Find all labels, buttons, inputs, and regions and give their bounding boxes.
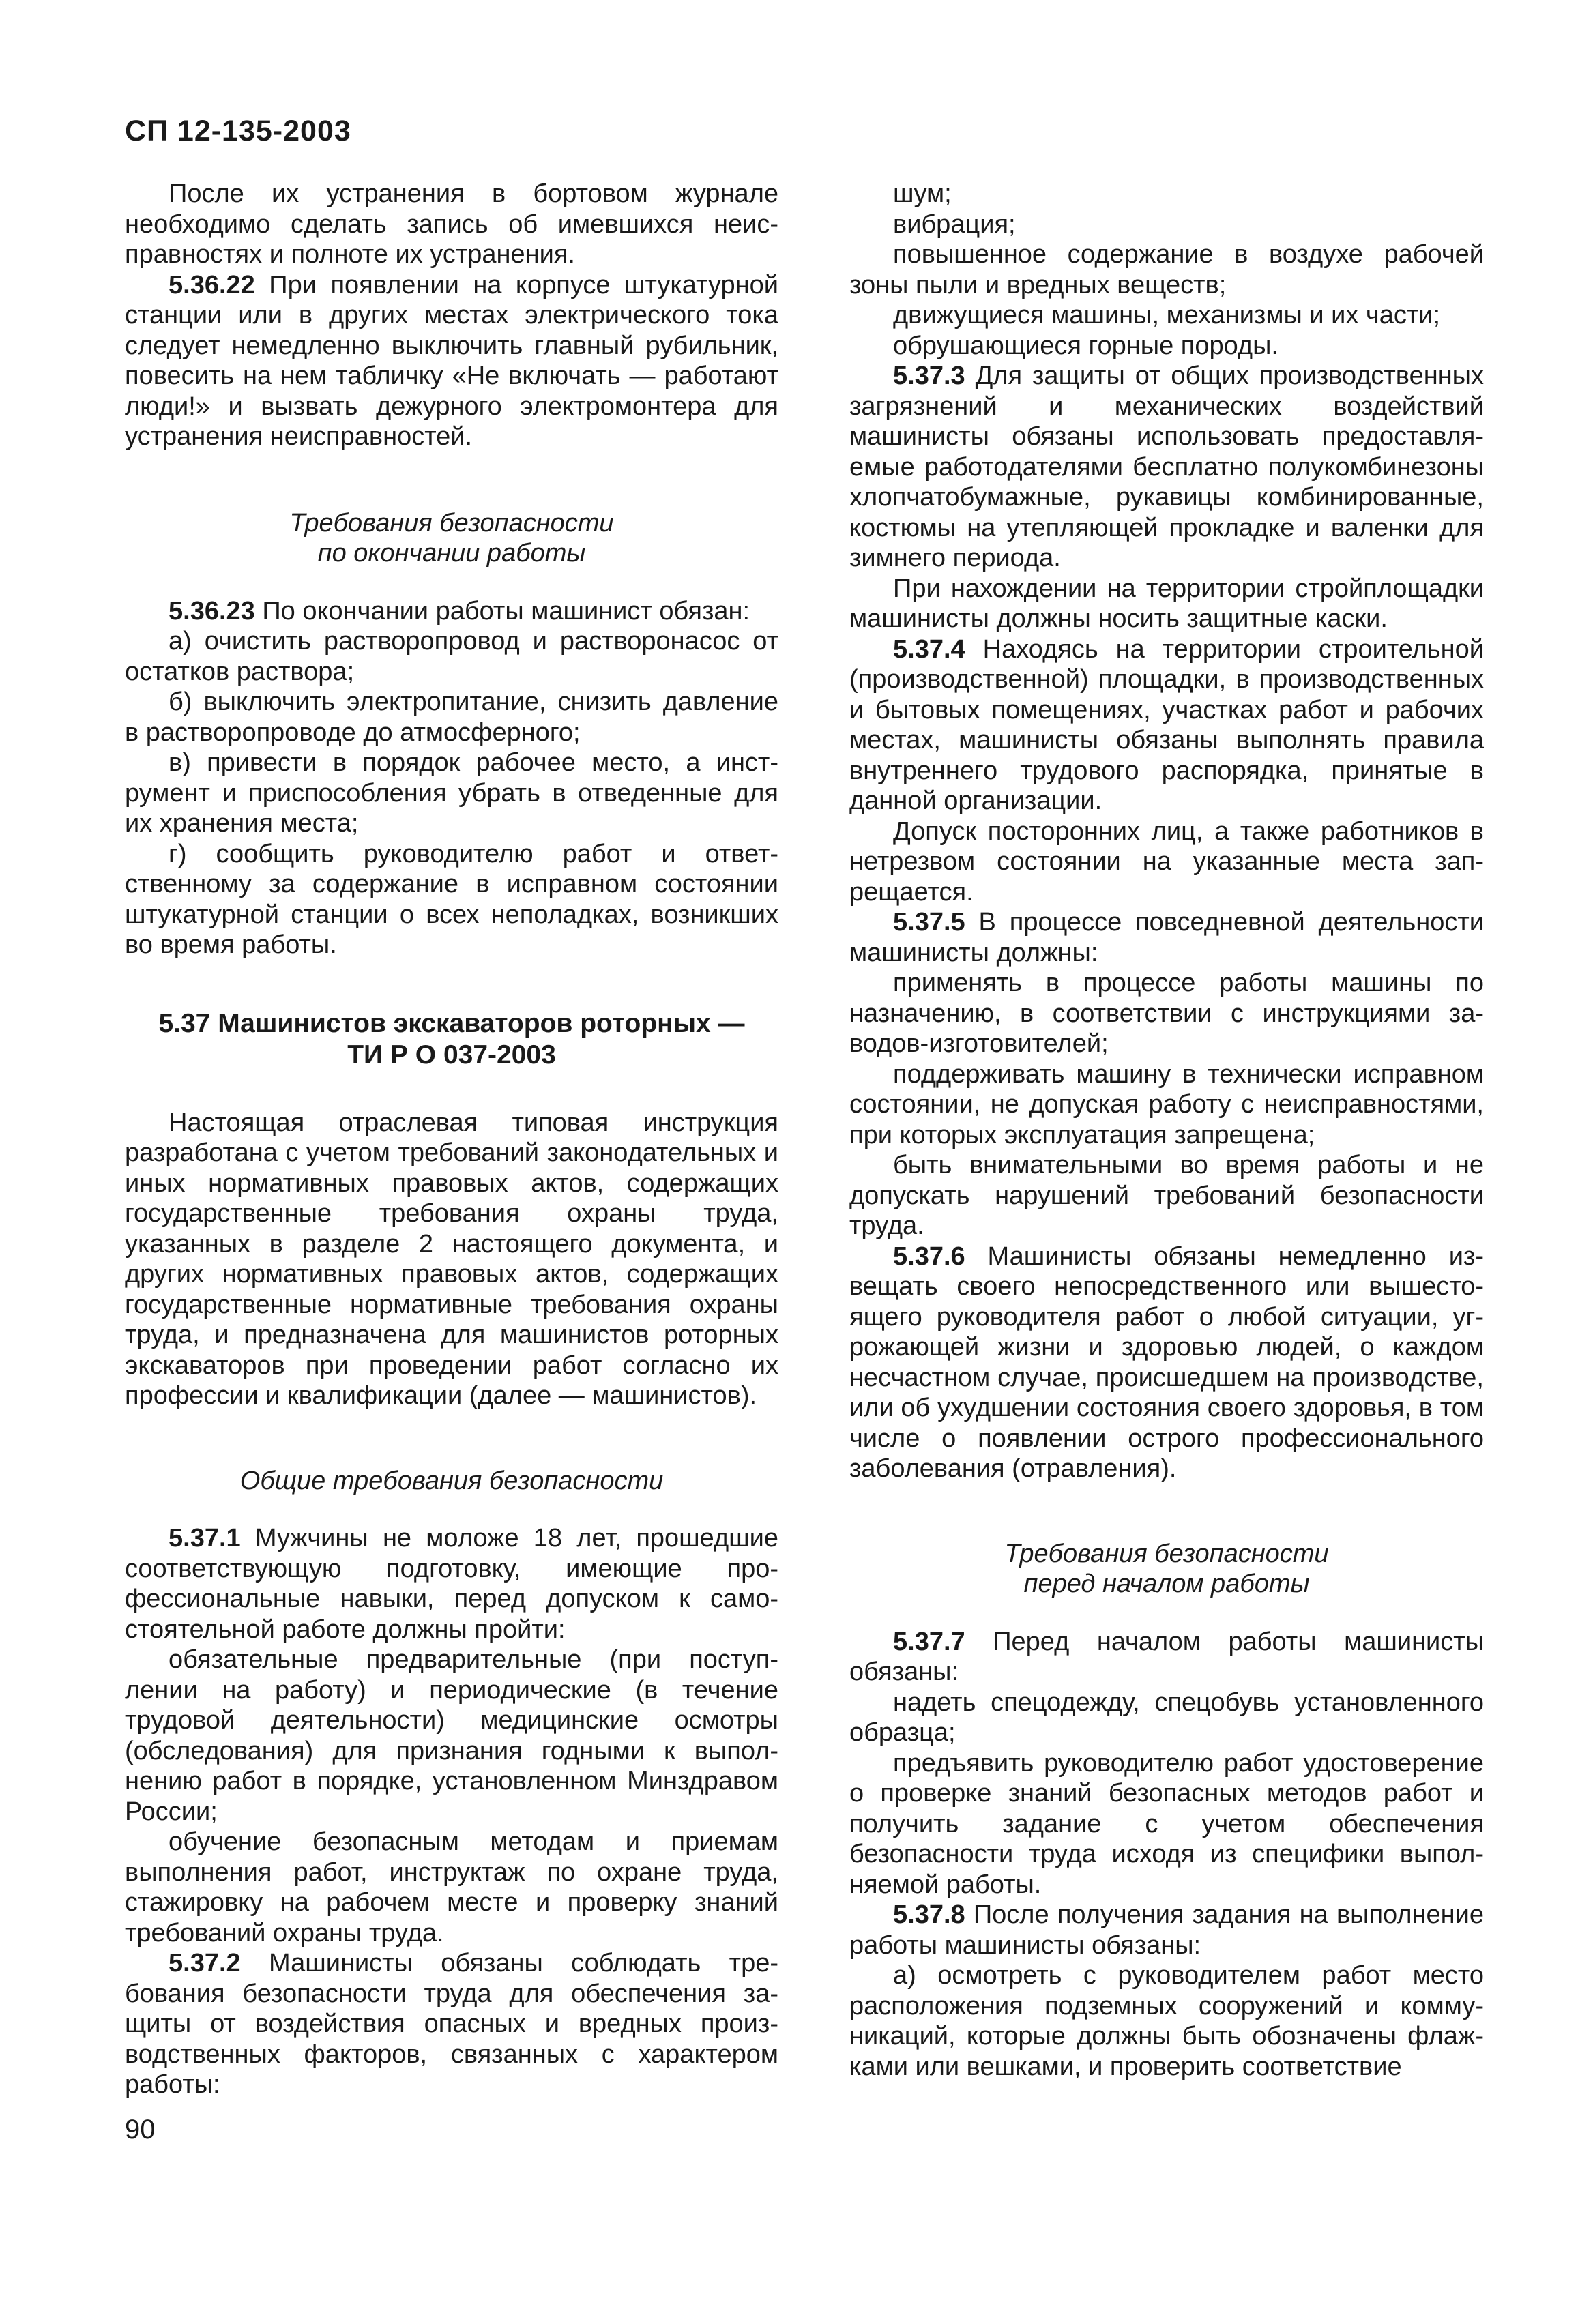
list-item: надеть спецодежду, спецобувь установленного образца; [849, 1688, 1484, 1747]
section-heading-line: ТИ Р О 037-2003 [347, 1040, 556, 1070]
subsection-heading: Общие требования безопасности [239, 1466, 664, 1495]
clause-text: Машинисты обязаны соблюдать требования безопасности труда для обеспечения защиты от воздействия опасных и вредных производственных факторов, связанных с характером работы: [125, 1949, 778, 2099]
list-item: в) привести в порядок рабочее место, а инструмент и приспособления убрать в отведенные для их хранения места; [125, 748, 778, 838]
subsection-heading [125, 508, 778, 569]
paragraph [125, 1948, 778, 2100]
list-item: движущиеся машины, механизмы и их части; [893, 301, 1441, 329]
list-item: г) сообщить руководителю работ и ответственному за содержание в исправном состоянии штукатурной станции о всех неполадках, возникших во время работы. [125, 839, 778, 959]
clause-text: Машинисты обязаны немедленно извещать своего непосредственного или вышестоящего руководителя работ о любой ситуации, угрожающей жизни и здоровью людей, о каждом несчастном случае, происшедшем на производстве, или об ухудшении состояния своего здоровья, в том числе о появлении острого профессионального заболевания (отравления). [849, 1241, 1484, 1483]
list-item: обязательные предварительные (при поступлении на работу) и периодические (в течение трудовой деятельности) медицинские осмотры (обследования) для признания годными к выполнению работ в порядке, установленном Минздравом России; [125, 1645, 778, 1826]
clause-text: При появлении на корпусе штукатурной станции или в других местах электрического тока следует немедленно выключить главный рубильник, повесить на нем табличку «Не включать — работают люди!» и вызвать дежурного электромонтера для устранения неисправностей. [125, 270, 778, 451]
right-column [849, 179, 1484, 2082]
clause-text: По окончании работы машинист обязан: [254, 596, 750, 626]
clause-number: 5.37.1 [169, 1524, 241, 1553]
list-item: б) выключить электропитание, снизить давление в растворопроводе до атмосферного; [125, 688, 778, 747]
list-item: применять в процессе работы машины по назначению, в соответствии с инструкциями заводов-изготовителей; [849, 969, 1484, 1058]
clause-text: Мужчины не моложе 18 лет, прошедшие соответствующую подготовку, имеющие профессиональные навыки, перед допуском к самостоятельной работе должны пройти: [125, 1524, 778, 1644]
clause-number: 5.37.8 [893, 1900, 965, 1929]
subsection-heading [849, 1539, 1484, 1600]
paragraph: При нахождении на территории стройплощадки машинисты должны носить защитные каски. [849, 574, 1484, 633]
section-heading-line: 5.37 Машинистов экскаваторов роторных — [158, 1008, 745, 1038]
paragraph: Допуск посторонних лиц, а также работников в нетрезвом состоянии на указанные места запрещается. [849, 817, 1484, 907]
list-item: а) осмотреть с руководителем работ место расположения подземных сооружений и коммуникаций, которые должны быть обозначены флажками или вешками, и проверить соответствие [849, 1961, 1484, 2081]
paragraph [849, 1627, 1484, 1688]
page-number: 90 [125, 2115, 156, 2145]
subsection-heading-line: Требования безопасности [289, 508, 614, 538]
paragraph [849, 361, 1484, 574]
document-code-header: СП 12-135-2003 [125, 115, 351, 147]
clause-text: После получения задания на выполнение работы машинисты обязаны: [849, 1900, 1484, 1960]
subsection-heading-line: Требования безопасности [1004, 1539, 1329, 1568]
list-item: повышенное содержание в воздухе рабочей зоны пыли и вредных веществ; [849, 240, 1484, 299]
paragraph [849, 1241, 1484, 1484]
paragraph [849, 634, 1484, 817]
clause-number: 5.37.4 [893, 634, 965, 664]
left-column [125, 179, 778, 2100]
list-item: обучение безопасным методам и приемам выполнения работ, инструктаж по охране труда, стажировку на рабочем месте и проверку знаний требований охраны труда. [125, 1827, 778, 1947]
paragraph: Настоящая отраслевая типовая инструкция разработана с учетом требований законодательных и иных нормативных правовых актов, содержащих государственные требования охраны труда, указанных в разделе 2 настоящего документа, и других нормативных правовых актов, содержащих государственные нормативные требования охраны труда, и предназначена для машинистов роторных экскаваторов при проведении работ согласно их профессии и квалификации (далее — машинистов). [125, 1108, 778, 1410]
clause-number: 5.37.2 [169, 1949, 241, 1977]
list-item: шум; [893, 179, 952, 208]
clause-number: 5.37.3 [893, 362, 965, 390]
clause-text: В процессе повседневной деятельности машинисты должны: [849, 908, 1484, 967]
paragraph [849, 907, 1484, 968]
list-item: а) очистить растворопровод и растворонасос от остатков раствора; [125, 627, 778, 686]
paragraph [849, 1900, 1484, 1960]
clause-number: 5.36.22 [169, 270, 255, 299]
list-item: быть внимательными во время работы и не допускать нарушений требований безопасности труда. [849, 1151, 1484, 1240]
paragraph [125, 596, 778, 627]
paragraph [125, 270, 778, 452]
clause-text: Находясь на территории строительной (производственной) площадки, в производственных и бытовых помещениях, участках работ и рабочих местах, машинисты обязаны выполнять правила внутреннего трудового распорядка, принятые в данной организации. [849, 634, 1484, 815]
list-item: поддерживать машину в технически исправном состоянии, не допуская работу с неисправностями, при которых эксплуатация запрещена; [849, 1059, 1484, 1149]
list-item: вибрация; [893, 209, 1016, 239]
paragraph: После их устранения в бортовом журнале необходимо сделать запись об имевшихся неисправностях и полноте их устранения. [125, 179, 778, 269]
clause-text: Перед началом работы машинисты обязаны: [849, 1627, 1484, 1686]
paragraph [125, 1523, 778, 1645]
clause-number: 5.36.23 [169, 596, 255, 626]
subsection-heading-line: по окончании работы [317, 539, 586, 568]
subsection-heading-line: перед началом работы [1023, 1570, 1310, 1598]
clause-text: Для защиты от общих производственных загрязнений и механических воздействий машинисты обязаны использовать предоставляемые работодателями бесплатно полукомбинезоны хлопчатобумажные, рукавицы комбинированные, костюмы на утепляющей прокладке и валенки для зимнего периода. [849, 362, 1484, 572]
list-item: предъявить руководителю работ удостоверение о проверке знаний безопасных методов работ и получить задание с учетом обеспечения безопасности труда исходя из специфики выполняемой работы. [849, 1748, 1484, 1899]
clause-number: 5.37.7 [893, 1627, 965, 1656]
clause-number: 5.37.5 [893, 908, 965, 937]
section-heading [125, 1008, 778, 1071]
list-item: обрушающиеся горные породы. [893, 331, 1278, 360]
clause-number: 5.37.6 [893, 1241, 965, 1271]
